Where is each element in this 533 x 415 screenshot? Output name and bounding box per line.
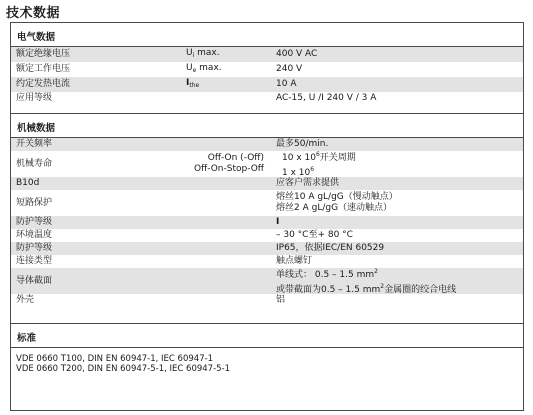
row-symbol: $U_i$ max.	[186, 48, 220, 59]
page-title: 技术数据	[6, 6, 61, 21]
row-value: 触点螺钉	[276, 256, 313, 266]
row-value: 铝	[276, 295, 286, 305]
row-value: 熔丝10 A gL/gG（慢动触点） 熔丝2 A gL/gG（速动触点）	[276, 192, 398, 213]
row-label: 环境温度	[16, 230, 53, 240]
section-standards-header: 标准	[11, 324, 523, 348]
row-value: 应客户需求提供	[276, 178, 340, 188]
row-label: 连接类型	[16, 256, 53, 266]
row-value: 10 A	[276, 79, 297, 89]
row-label: 导体截面	[16, 275, 53, 286]
row-label: 防护等级	[16, 217, 53, 227]
table-row	[11, 47, 523, 62]
row-value: – 30 °C至+ 80 °C	[276, 230, 353, 240]
row-value: I	[276, 217, 280, 227]
row-value: 单线式： 0.5 – 1.5 $mm^2$ 或带截面为0.5 – 1.5 $mm^2$金属圈的绞合电线	[276, 268, 457, 295]
standard-line: VDE 0660 T200, DIN EN 60947-5-1, IEC 60947-5-1	[16, 364, 231, 374]
table-row	[11, 92, 523, 105]
row-label: B10d	[16, 178, 40, 188]
row-label: 额定绝缘电压	[16, 49, 71, 59]
row-value: 最多50/min.	[276, 139, 329, 149]
row-symbol: $U_e$ max.	[186, 63, 222, 74]
row-label: 约定发热电流	[16, 79, 71, 89]
table-row	[11, 77, 523, 92]
table-row	[11, 151, 523, 177]
section-electrical-header: 电气数据	[11, 23, 523, 47]
table-row	[11, 177, 523, 190]
section-mechanical-header: 机械数据	[11, 114, 523, 138]
row-label: 机械寿命	[16, 158, 53, 169]
row-value: 240 V	[276, 64, 303, 74]
row-value: 10 x $10^6$开关周期 1 x $10^6$	[282, 151, 356, 178]
spec-sheet	[10, 22, 524, 411]
row-label: 开关频率	[16, 139, 53, 149]
table-row	[11, 216, 523, 229]
standard-line: VDE 0660 T100, DIN EN 60947-1, IEC 60947-1	[16, 354, 214, 364]
row-value: IP65，依据IEC/EN 60529	[276, 243, 385, 253]
table-row	[11, 229, 523, 242]
row-label: 防护等级	[16, 243, 53, 253]
row-label: 应用等级	[16, 93, 53, 103]
table-row	[11, 242, 523, 255]
table-row	[11, 62, 523, 77]
row-label: 额定工作电压	[16, 64, 71, 74]
row-symbol: $I_{the}$	[186, 78, 200, 89]
row-value: 400 V AC	[276, 49, 318, 59]
row-label: 短路保护	[16, 197, 53, 208]
row-value: AC-15, U /I 240 V / 3 A	[276, 93, 377, 103]
table-row	[11, 190, 523, 216]
row-modes: Off-On (-Off) Off-On-Stop-Off	[193, 153, 264, 174]
row-label: 外壳	[16, 295, 35, 305]
table-row	[11, 294, 523, 307]
table-row	[11, 268, 523, 294]
